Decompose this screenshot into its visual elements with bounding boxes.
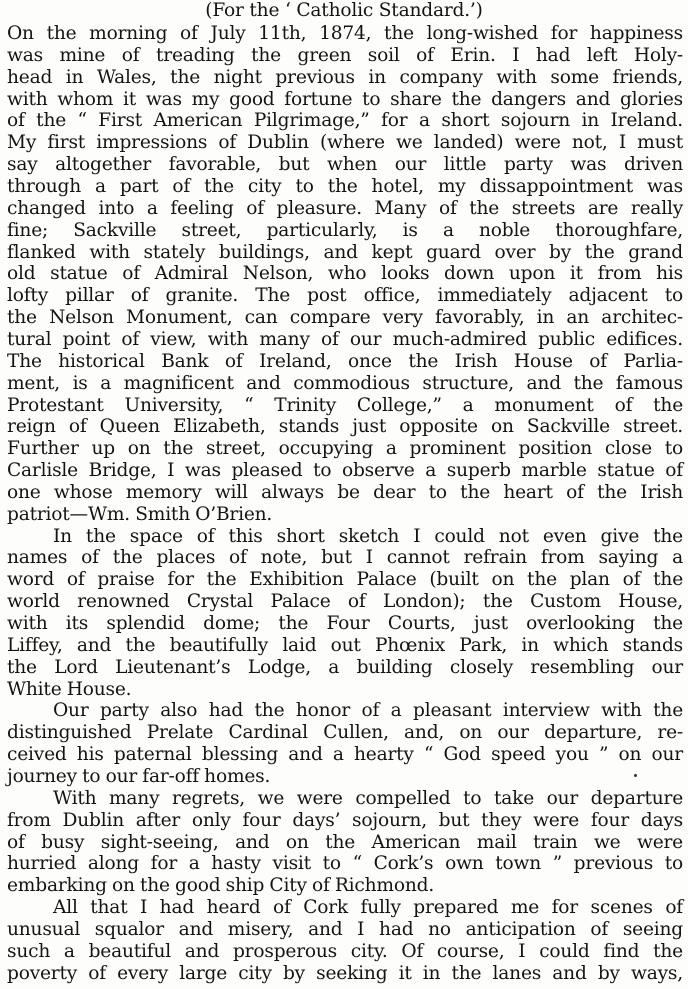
text-line: flanked with stately buildings, and kept guard over by the grand — [7, 241, 683, 263]
text-line: word of praise for the Exhibition Palace (built on the plan of the — [7, 569, 683, 591]
text-line: distinguished Prelate Cardinal Cullen, and, on our departure, re- — [7, 722, 683, 744]
text-line: head in Wales, the night previous in company with some friends, — [7, 66, 683, 88]
text-line: such a beautiful and prosperous city. Of course, I could find the — [7, 940, 683, 962]
paragraph-first-line: With many regrets, we were compelled to take our departure — [53, 787, 683, 809]
print-speck — [634, 774, 637, 777]
text-line: patriot—Wm. Smith O’Brien. — [7, 503, 273, 525]
text-line: fine; Sackville street, particularly, is a noble thoroughfare, — [7, 219, 683, 241]
text-line: through a part of the city to the hotel, my dissappointment was — [7, 176, 683, 197]
text-line: with whom it was my good fortune to share the dangers and glories — [7, 88, 683, 110]
text-line: reign of Queen Elizabeth, stands just opposite on Sackville street. — [7, 416, 683, 438]
text-line: say altogether favorable, but when our little party was driven — [7, 154, 683, 176]
text-line: changed into a feeling of pleasure. Many of the streets are really — [7, 197, 683, 219]
text-line: unusual squalor and misery, and I had no anticipation of seeing — [7, 918, 683, 940]
text-line: old statue of Admiral Nelson, who looks down upon it from his — [7, 263, 683, 285]
text-line: one whose memory will always be dear to the heart of the Irish — [7, 481, 683, 503]
paragraph-first-line: Our party also had the honor of a pleasant interview with the — [53, 700, 683, 722]
text-line: My first impressions of Dublin (where we landed) were not, I must — [7, 132, 683, 154]
paragraph-first-line: All that I had heard of Cork fully prepared me for scenes of — [53, 897, 683, 918]
text-line: White House. — [7, 678, 132, 700]
text-line: journey to our far-off homes. — [7, 765, 271, 787]
paragraph-first-line: In the space of this short sketch I could not even give the — [53, 525, 683, 547]
text-line: was mine of treading the green soil of Erin. I had left Holy- — [7, 44, 683, 66]
text-line: with its splendid dome; the Four Courts, just overlooking the — [7, 613, 683, 634]
text-line: tural point of view, with many of our much-admired public edifices. — [7, 328, 683, 350]
text-line: of busy sight-seeing, and on the American mail train we were — [7, 831, 683, 853]
text-line: The historical Bank of Ireland, once the Irish House of Parlia- — [7, 350, 683, 372]
text-line: Further up on the street, occupying a prominent position close to — [7, 438, 683, 460]
text-line: world renowned Crystal Palace of London); the Custom House, — [7, 591, 683, 613]
text-line: embarking on the good ship City of Richmond. — [7, 875, 435, 897]
text-line: ceived his paternal blessing and a hearty “ God speed you ” on our — [7, 744, 683, 766]
text-line: lofty pillar of granite. The post office, immediately adjacent to — [7, 285, 683, 307]
text-line: Liffey, and the beautifully laid out Phœnix Park, in which stands — [7, 634, 683, 656]
text-line: of the “ First American Pilgrimage,” for a short sojourn in Ireland. — [7, 110, 683, 132]
article-source-heading: (For the ‘ Catholic Standard.’) — [205, 0, 483, 21]
text-line: On the morning of July 11th, 1874, the long-wished for happiness — [7, 23, 683, 44]
text-line: names of the places of note, but I cannot refrain from saying a — [7, 547, 683, 569]
text-line: hurried along for a hasty visit to “ Cork’s own town ” previous to — [7, 853, 683, 875]
text-line: Protestant University, “ Trinity College,” a monument of the — [7, 394, 683, 416]
text-line: poverty of every large city by seeking it in the lanes and by ways, — [7, 962, 683, 984]
text-line: Carlisle Bridge, I was pleased to observe a superb marble statue of — [7, 460, 683, 481]
text-line: the Lord Lieutenant’s Lodge, a building closely resembling our — [7, 656, 683, 678]
text-line: from Dublin after only four days’ sojourn, but they were four days — [7, 809, 683, 831]
text-line: ment, is a magnificent and commodious structure, and the famous — [7, 372, 683, 394]
text-line: the Nelson Monument, can compare very favorably, in an architec- — [7, 307, 683, 329]
